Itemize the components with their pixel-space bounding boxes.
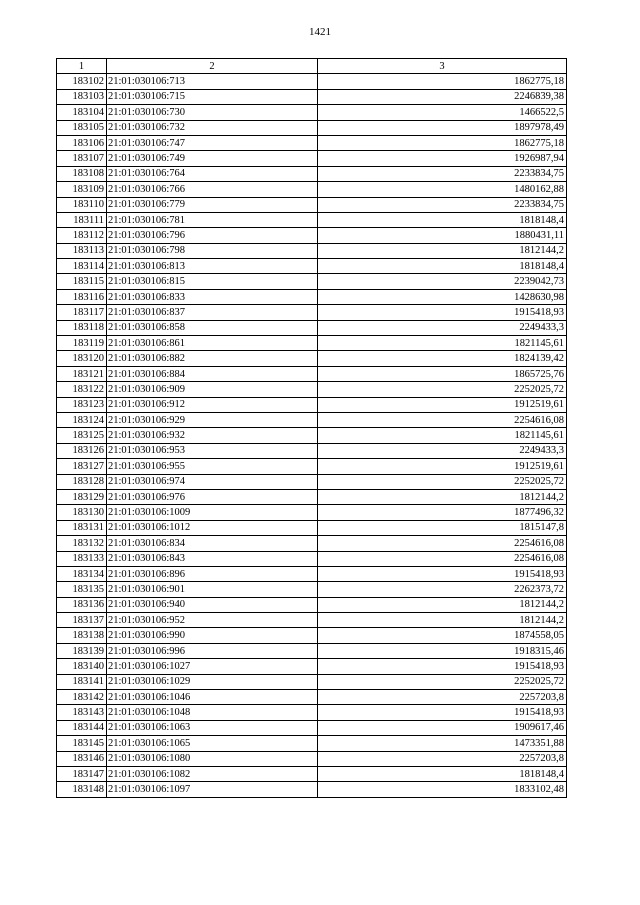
row-number-cell: 183107: [57, 151, 107, 166]
table-row: [57, 397, 567, 412]
value-cell: 1812144,2: [318, 597, 567, 612]
value-cell: 2233834,75: [318, 166, 567, 181]
table-row: [57, 720, 567, 735]
table-row: [57, 135, 567, 150]
column-header-2: 2: [107, 59, 318, 74]
cadastral-number-cell: 21:01:030106:749: [107, 151, 318, 166]
value-cell: 1821145,61: [318, 336, 567, 351]
row-number-cell: 183111: [57, 212, 107, 227]
value-cell: 1815147,8: [318, 520, 567, 535]
table-row: [57, 212, 567, 227]
row-number-cell: 183114: [57, 259, 107, 274]
cadastral-number-cell: 21:01:030106:1029: [107, 674, 318, 689]
row-number-cell: 183104: [57, 105, 107, 120]
cadastral-number-cell: 21:01:030106:815: [107, 274, 318, 289]
column-header-3: 3: [318, 59, 567, 74]
table-row: [57, 505, 567, 520]
row-number-cell: 183119: [57, 336, 107, 351]
value-cell: 1480162,88: [318, 182, 567, 197]
row-number-cell: 183145: [57, 736, 107, 751]
value-cell: 2262373,72: [318, 582, 567, 597]
table-row: [57, 151, 567, 166]
table-row: [57, 428, 567, 443]
row-number-cell: 183148: [57, 782, 107, 797]
table-body: [57, 74, 567, 797]
table-row: [57, 551, 567, 566]
row-number-cell: 183106: [57, 135, 107, 150]
cadastral-number-cell: 21:01:030106:996: [107, 643, 318, 658]
value-cell: 1812144,2: [318, 613, 567, 628]
table-row: [57, 166, 567, 181]
row-number-cell: 183140: [57, 659, 107, 674]
table-row: [57, 89, 567, 104]
row-number-cell: 183130: [57, 505, 107, 520]
row-number-cell: 183137: [57, 613, 107, 628]
table-row: [57, 351, 567, 366]
table-row: [57, 336, 567, 351]
row-number-cell: 183110: [57, 197, 107, 212]
cadastral-number-cell: 21:01:030106:747: [107, 135, 318, 150]
table-row: [57, 74, 567, 89]
table-row: [57, 782, 567, 797]
table-row: [57, 536, 567, 551]
value-cell: 2252025,72: [318, 674, 567, 689]
row-number-cell: 183113: [57, 243, 107, 258]
row-number-cell: 183144: [57, 720, 107, 735]
table-row: [57, 289, 567, 304]
table-row: [57, 751, 567, 766]
value-cell: 2239042,73: [318, 274, 567, 289]
cadastral-number-cell: 21:01:030106:813: [107, 259, 318, 274]
table-row: [57, 628, 567, 643]
value-cell: 1812144,2: [318, 243, 567, 258]
value-cell: 1818148,4: [318, 259, 567, 274]
cadastral-number-cell: 21:01:030106:858: [107, 320, 318, 335]
cadastral-number-cell: 21:01:030106:1027: [107, 659, 318, 674]
row-number-cell: 183109: [57, 182, 107, 197]
value-cell: 2249433,3: [318, 443, 567, 458]
row-number-cell: 183116: [57, 289, 107, 304]
value-cell: 1862775,18: [318, 135, 567, 150]
table-row: [57, 674, 567, 689]
cadastral-number-cell: 21:01:030106:834: [107, 536, 318, 551]
row-number-cell: 183129: [57, 489, 107, 504]
cadastral-number-cell: 21:01:030106:896: [107, 566, 318, 581]
row-number-cell: 183105: [57, 120, 107, 135]
value-cell: 1812144,2: [318, 489, 567, 504]
cadastral-number-cell: 21:01:030106:955: [107, 459, 318, 474]
table-row: [57, 597, 567, 612]
cadastral-number-cell: 21:01:030106:940: [107, 597, 318, 612]
row-number-cell: 183133: [57, 551, 107, 566]
table-row: [57, 320, 567, 335]
cadastral-number-cell: 21:01:030106:1080: [107, 751, 318, 766]
row-number-cell: 183143: [57, 705, 107, 720]
row-number-cell: 183115: [57, 274, 107, 289]
value-cell: 1877496,32: [318, 505, 567, 520]
value-cell: 1912519,61: [318, 397, 567, 412]
row-number-cell: 183124: [57, 412, 107, 427]
value-cell: 1915418,93: [318, 659, 567, 674]
value-cell: 2246839,38: [318, 89, 567, 104]
cadastral-number-cell: 21:01:030106:1009: [107, 505, 318, 520]
cadastral-number-cell: 21:01:030106:843: [107, 551, 318, 566]
cadastral-number-cell: 21:01:030106:953: [107, 443, 318, 458]
table-row: [57, 736, 567, 751]
cadastral-number-cell: 21:01:030106:901: [107, 582, 318, 597]
cadastral-number-cell: 21:01:030106:1048: [107, 705, 318, 720]
table-row: [57, 690, 567, 705]
table-row: [57, 643, 567, 658]
value-cell: 2254616,08: [318, 412, 567, 427]
row-number-cell: 183112: [57, 228, 107, 243]
value-cell: 1915418,93: [318, 305, 567, 320]
cadastral-number-cell: 21:01:030106:715: [107, 89, 318, 104]
value-cell: 1915418,93: [318, 705, 567, 720]
cadastral-number-cell: 21:01:030106:766: [107, 182, 318, 197]
cadastral-number-cell: 21:01:030106:1097: [107, 782, 318, 797]
table-row: [57, 489, 567, 504]
row-number-cell: 183125: [57, 428, 107, 443]
value-cell: 1874558,05: [318, 628, 567, 643]
cadastral-number-cell: 21:01:030106:976: [107, 489, 318, 504]
header-row: [57, 59, 567, 74]
value-cell: 1818148,4: [318, 212, 567, 227]
table-row: [57, 259, 567, 274]
row-number-cell: 183134: [57, 566, 107, 581]
row-number-cell: 183131: [57, 520, 107, 535]
cadastral-number-cell: 21:01:030106:730: [107, 105, 318, 120]
cadastral-number-cell: 21:01:030106:932: [107, 428, 318, 443]
table-row: [57, 366, 567, 381]
value-cell: 1880431,11: [318, 228, 567, 243]
table-row: [57, 766, 567, 781]
table-row: [57, 120, 567, 135]
row-number-cell: 183139: [57, 643, 107, 658]
value-cell: 1897978,49: [318, 120, 567, 135]
row-number-cell: 183118: [57, 320, 107, 335]
value-cell: 2252025,72: [318, 382, 567, 397]
cadastral-number-cell: 21:01:030106:837: [107, 305, 318, 320]
value-cell: 1818148,4: [318, 766, 567, 781]
row-number-cell: 183146: [57, 751, 107, 766]
table-row: [57, 243, 567, 258]
cadastral-number-cell: 21:01:030106:1063: [107, 720, 318, 735]
value-cell: 1865725,76: [318, 366, 567, 381]
table-row: [57, 582, 567, 597]
page-number: 1421: [309, 26, 331, 38]
value-cell: 1926987,94: [318, 151, 567, 166]
cadastral-number-cell: 21:01:030106:974: [107, 474, 318, 489]
table-row: [57, 443, 567, 458]
value-cell: 1821145,61: [318, 428, 567, 443]
value-cell: 2252025,72: [318, 474, 567, 489]
cadastral-number-cell: 21:01:030106:884: [107, 366, 318, 381]
row-number-cell: 183117: [57, 305, 107, 320]
value-cell: 1915418,93: [318, 566, 567, 581]
cadastral-number-cell: 21:01:030106:882: [107, 351, 318, 366]
cadastral-number-cell: 21:01:030106:909: [107, 382, 318, 397]
cadastral-number-cell: 21:01:030106:833: [107, 289, 318, 304]
table-row: [57, 382, 567, 397]
value-cell: 2233834,75: [318, 197, 567, 212]
table-row: [57, 182, 567, 197]
cadastral-number-cell: 21:01:030106:781: [107, 212, 318, 227]
table-row: [57, 105, 567, 120]
value-cell: 2249433,3: [318, 320, 567, 335]
cadastral-number-cell: 21:01:030106:929: [107, 412, 318, 427]
value-cell: 1862775,18: [318, 74, 567, 89]
value-cell: 2254616,08: [318, 551, 567, 566]
row-number-cell: 183123: [57, 397, 107, 412]
row-number-cell: 183136: [57, 597, 107, 612]
cadastral-number-cell: 21:01:030106:798: [107, 243, 318, 258]
value-cell: 2254616,08: [318, 536, 567, 551]
row-number-cell: 183103: [57, 89, 107, 104]
table-row: [57, 613, 567, 628]
row-number-cell: 183126: [57, 443, 107, 458]
cadastral-number-cell: 21:01:030106:912: [107, 397, 318, 412]
table-row: [57, 412, 567, 427]
value-cell: 1428630,98: [318, 289, 567, 304]
table-row: [57, 274, 567, 289]
table-row: [57, 459, 567, 474]
value-cell: 2257203,8: [318, 751, 567, 766]
row-number-cell: 183128: [57, 474, 107, 489]
table-row: [57, 228, 567, 243]
cadastral-number-cell: 21:01:030106:764: [107, 166, 318, 181]
row-number-cell: 183135: [57, 582, 107, 597]
row-number-cell: 183142: [57, 690, 107, 705]
cadastral-number-cell: 21:01:030106:1065: [107, 736, 318, 751]
table-row: [57, 566, 567, 581]
cadastral-number-cell: 21:01:030106:952: [107, 613, 318, 628]
column-header-1: 1: [57, 59, 107, 74]
row-number-cell: 183132: [57, 536, 107, 551]
table-row: [57, 520, 567, 535]
cadastral-number-cell: 21:01:030106:990: [107, 628, 318, 643]
table-row: [57, 305, 567, 320]
row-number-cell: 183108: [57, 166, 107, 181]
cadastral-number-cell: 21:01:030106:1046: [107, 690, 318, 705]
row-number-cell: 183121: [57, 366, 107, 381]
value-cell: 1912519,61: [318, 459, 567, 474]
value-cell: 2257203,8: [318, 690, 567, 705]
value-cell: 1466522,5: [318, 105, 567, 120]
value-cell: 1824139,42: [318, 351, 567, 366]
cadastral-number-cell: 21:01:030106:796: [107, 228, 318, 243]
value-cell: 1909617,46: [318, 720, 567, 735]
table-row: [57, 474, 567, 489]
row-number-cell: 183120: [57, 351, 107, 366]
row-number-cell: 183102: [57, 74, 107, 89]
value-cell: 1833102,48: [318, 782, 567, 797]
cadastral-number-cell: 21:01:030106:779: [107, 197, 318, 212]
value-cell: 1918315,46: [318, 643, 567, 658]
cadastral-number-cell: 21:01:030106:861: [107, 336, 318, 351]
cadastral-number-cell: 21:01:030106:713: [107, 74, 318, 89]
value-cell: 1473351,88: [318, 736, 567, 751]
cadastral-number-cell: 21:01:030106:732: [107, 120, 318, 135]
row-number-cell: 183122: [57, 382, 107, 397]
table-header: [57, 59, 567, 74]
table-row: [57, 659, 567, 674]
table-row: [57, 197, 567, 212]
row-number-cell: 183141: [57, 674, 107, 689]
data-table: [56, 58, 567, 798]
row-number-cell: 183127: [57, 459, 107, 474]
row-number-cell: 183138: [57, 628, 107, 643]
row-number-cell: 183147: [57, 766, 107, 781]
table-row: [57, 705, 567, 720]
cadastral-number-cell: 21:01:030106:1012: [107, 520, 318, 535]
cadastral-number-cell: 21:01:030106:1082: [107, 766, 318, 781]
